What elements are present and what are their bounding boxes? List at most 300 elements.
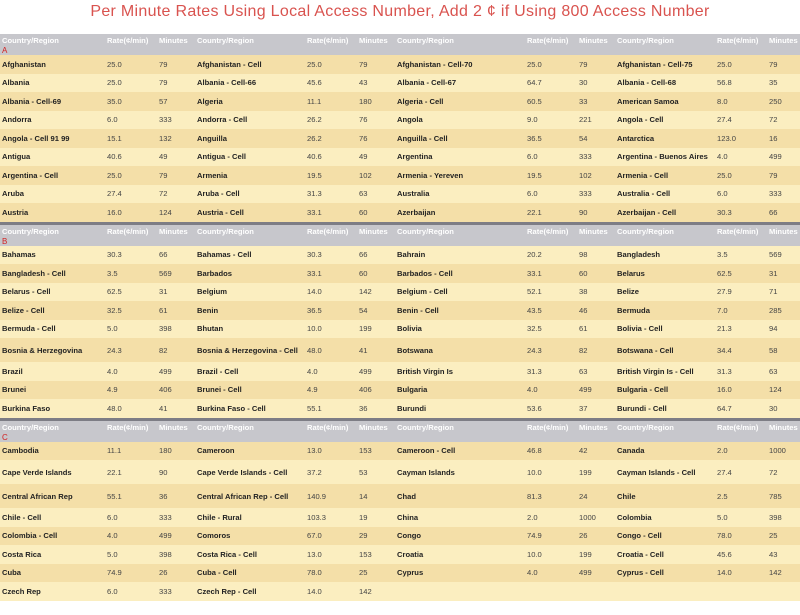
country-cell: Cuba <box>0 564 105 583</box>
country-cell: Bahrain <box>395 246 525 265</box>
country-column-header: Country/Region <box>195 34 305 55</box>
minutes-cell: 30 <box>767 399 800 418</box>
country-cell: Bangladesh <box>615 246 715 265</box>
country-cell: Armenia - Cell <box>615 166 715 185</box>
country-column-header: Country/Region <box>195 421 305 442</box>
rate-cell: 27.4 <box>715 460 767 484</box>
rate-cell: 13.0 <box>305 442 357 461</box>
country-cell: Bolivia - Cell <box>615 320 715 339</box>
rate-cell: 33.1 <box>305 203 357 222</box>
rate-column-header: Rate(¢/min) <box>525 225 577 246</box>
rate-cell <box>525 582 577 601</box>
minutes-cell: 90 <box>157 460 195 484</box>
minutes-cell: 53 <box>357 460 395 484</box>
minutes-cell: 46 <box>577 301 615 320</box>
rates-table <box>0 34 800 601</box>
rate-cell: 24.3 <box>105 338 157 362</box>
minutes-cell: 24 <box>577 484 615 508</box>
minutes-cell: 29 <box>357 527 395 546</box>
rate-cell: 4.0 <box>105 362 157 381</box>
table-row <box>0 527 800 546</box>
country-column-header: Country/Region <box>195 225 305 246</box>
rate-cell: 140.9 <box>305 484 357 508</box>
rate-cell: 40.6 <box>305 148 357 167</box>
country-cell: Botswana - Cell <box>615 338 715 362</box>
rate-cell: 6.0 <box>525 148 577 167</box>
minutes-cell: 16 <box>767 129 800 148</box>
country-cell: Algeria - Cell <box>395 92 525 111</box>
minutes-cell: 199 <box>577 545 615 564</box>
minutes-cell: 221 <box>577 111 615 130</box>
minutes-cell: 82 <box>577 338 615 362</box>
rate-cell: 4.9 <box>305 381 357 400</box>
country-cell: Anguilla <box>195 129 305 148</box>
rate-cell: 31.3 <box>525 362 577 381</box>
rate-cell: 81.3 <box>525 484 577 508</box>
country-cell: Azerbaijan - Cell <box>615 203 715 222</box>
rate-cell: 33.1 <box>525 264 577 283</box>
minutes-column-header: Minutes <box>577 421 615 442</box>
minutes-cell: 98 <box>577 246 615 265</box>
country-cell: Azerbaijan <box>395 203 525 222</box>
rate-cell: 16.0 <box>715 381 767 400</box>
rate-cell: 25.0 <box>525 55 577 74</box>
minutes-cell: 1000 <box>577 508 615 527</box>
rate-column-header: Rate(¢/min) <box>305 225 357 246</box>
rate-column-header: Rate(¢/min) <box>305 34 357 55</box>
country-cell: Antigua <box>0 148 105 167</box>
minutes-cell: 153 <box>357 442 395 461</box>
rate-cell: 25.0 <box>715 166 767 185</box>
table-row <box>0 185 800 204</box>
minutes-cell: 71 <box>767 283 800 302</box>
minutes-cell: 63 <box>767 362 800 381</box>
country-cell: Bahamas <box>0 246 105 265</box>
rate-column-header: Rate(¢/min) <box>305 421 357 442</box>
minutes-cell: 499 <box>357 362 395 381</box>
rate-cell: 74.9 <box>105 564 157 583</box>
country-cell: Chile - Rural <box>195 508 305 527</box>
minutes-cell: 499 <box>577 381 615 400</box>
table-row <box>0 246 800 265</box>
minutes-cell: 79 <box>577 55 615 74</box>
rate-column-header: Rate(¢/min) <box>525 421 577 442</box>
country-cell: Cyprus - Cell <box>615 564 715 583</box>
minutes-cell: 285 <box>767 301 800 320</box>
country-column-header: Country/Region A <box>0 34 105 55</box>
minutes-cell: 54 <box>577 129 615 148</box>
minutes-cell: 26 <box>577 527 615 546</box>
minutes-cell: 26 <box>157 564 195 583</box>
rate-cell: 6.0 <box>105 508 157 527</box>
minutes-cell: 42 <box>577 442 615 461</box>
minutes-column-header: Minutes <box>157 225 195 246</box>
rate-cell: 5.0 <box>105 320 157 339</box>
rate-cell: 4.9 <box>105 381 157 400</box>
country-cell: Bolivia <box>395 320 525 339</box>
rate-cell: 6.0 <box>715 185 767 204</box>
country-cell: China <box>395 508 525 527</box>
minutes-cell: 58 <box>767 338 800 362</box>
table-row <box>0 399 800 418</box>
rate-cell: 36.5 <box>305 301 357 320</box>
country-cell: Chile <box>615 484 715 508</box>
country-cell: Albania <box>0 74 105 93</box>
country-cell: Chad <box>395 484 525 508</box>
country-cell: Comoros <box>195 527 305 546</box>
rate-cell: 32.5 <box>105 301 157 320</box>
country-cell: Burkina Faso <box>0 399 105 418</box>
country-cell: Anguilla - Cell <box>395 129 525 148</box>
country-cell: Cyprus <box>395 564 525 583</box>
minutes-column-header: Minutes <box>357 34 395 55</box>
country-cell: Brazil <box>0 362 105 381</box>
country-cell: Congo - Cell <box>615 527 715 546</box>
country-cell: Colombia - Cell <box>0 527 105 546</box>
country-cell: Croatia <box>395 545 525 564</box>
minutes-cell: 406 <box>357 381 395 400</box>
country-cell: Cameroon - Cell <box>395 442 525 461</box>
rate-cell: 74.9 <box>525 527 577 546</box>
minutes-column-header: Minutes <box>357 421 395 442</box>
rate-cell: 14.0 <box>305 283 357 302</box>
minutes-cell: 36 <box>157 484 195 508</box>
country-cell: Costa Rica <box>0 545 105 564</box>
rate-cell: 24.3 <box>525 338 577 362</box>
country-cell: Belarus - Cell <box>0 283 105 302</box>
rate-cell: 10.0 <box>525 545 577 564</box>
section-letter: A <box>2 46 8 55</box>
rate-cell: 25.0 <box>105 166 157 185</box>
rate-cell: 6.0 <box>525 185 577 204</box>
minutes-cell: 35 <box>767 74 800 93</box>
minutes-cell: 60 <box>357 264 395 283</box>
country-cell: Argentina <box>395 148 525 167</box>
rate-cell: 2.0 <box>525 508 577 527</box>
rate-cell: 19.5 <box>525 166 577 185</box>
country-column-header: Country/Region <box>615 34 715 55</box>
minutes-cell: 43 <box>357 74 395 93</box>
rate-cell: 6.0 <box>105 111 157 130</box>
country-cell: Burundi - Cell <box>615 399 715 418</box>
rate-cell: 123.0 <box>715 129 767 148</box>
country-cell: Belize <box>615 283 715 302</box>
country-column-header: Country/Region <box>395 34 525 55</box>
minutes-cell: 76 <box>357 129 395 148</box>
page-title: Per Minute Rates Using Local Access Number, Add 2 ¢ if Using 800 Access Number <box>90 3 710 20</box>
country-cell: Belarus <box>615 264 715 283</box>
rate-cell: 43.5 <box>525 301 577 320</box>
minutes-cell: 72 <box>767 460 800 484</box>
country-cell: Benin <box>195 301 305 320</box>
table-row <box>0 283 800 302</box>
country-cell: Central African Rep - Cell <box>195 484 305 508</box>
minutes-cell: 57 <box>157 92 195 111</box>
rate-cell: 8.0 <box>715 92 767 111</box>
country-cell: Cape Verde Islands <box>0 460 105 484</box>
minutes-cell: 38 <box>577 283 615 302</box>
country-cell: Belgium <box>195 283 305 302</box>
table-row <box>0 148 800 167</box>
table-row <box>0 338 800 362</box>
rate-cell: 37.2 <box>305 460 357 484</box>
rate-cell: 25.0 <box>305 55 357 74</box>
section-header <box>0 34 800 55</box>
rate-cell: 34.4 <box>715 338 767 362</box>
country-cell: Cambodia <box>0 442 105 461</box>
minutes-cell: 785 <box>767 484 800 508</box>
rate-cell: 25.0 <box>105 55 157 74</box>
minutes-cell: 333 <box>577 148 615 167</box>
rate-cell: 53.6 <box>525 399 577 418</box>
table-row <box>0 264 800 283</box>
minutes-cell: 132 <box>157 129 195 148</box>
rate-cell: 5.0 <box>715 508 767 527</box>
minutes-cell: 79 <box>767 166 800 185</box>
country-cell: Congo <box>395 527 525 546</box>
country-cell: Armenia <box>195 166 305 185</box>
country-cell: Cape Verde Islands - Cell <box>195 460 305 484</box>
rate-cell: 27.4 <box>715 111 767 130</box>
minutes-cell: 333 <box>157 111 195 130</box>
country-cell: British Virgin Is <box>395 362 525 381</box>
minutes-cell: 102 <box>577 166 615 185</box>
rate-column-header: Rate(¢/min) <box>715 34 767 55</box>
minutes-cell: 499 <box>577 564 615 583</box>
country-cell: Austria - Cell <box>195 203 305 222</box>
minutes-cell: 72 <box>767 111 800 130</box>
rate-cell: 27.9 <box>715 283 767 302</box>
country-cell: Belize - Cell <box>0 301 105 320</box>
minutes-cell: 79 <box>157 74 195 93</box>
minutes-cell: 333 <box>157 508 195 527</box>
rate-column-header: Rate(¢/min) <box>715 225 767 246</box>
minutes-cell: 79 <box>357 55 395 74</box>
country-cell: Angola - Cell 91 99 <box>0 129 105 148</box>
rate-cell: 32.5 <box>525 320 577 339</box>
country-cell: Barbados - Cell <box>395 264 525 283</box>
rate-cell: 78.0 <box>715 527 767 546</box>
rate-cell: 2.5 <box>715 484 767 508</box>
country-cell: Andorra <box>0 111 105 130</box>
country-cell: Australia - Cell <box>615 185 715 204</box>
table-row <box>0 460 800 484</box>
rate-cell: 4.0 <box>525 381 577 400</box>
rate-cell: 64.7 <box>715 399 767 418</box>
minutes-cell: 63 <box>357 185 395 204</box>
country-cell: Bosnia & Herzegovina <box>0 338 105 362</box>
rate-cell: 27.4 <box>105 185 157 204</box>
minutes-cell: 30 <box>577 74 615 93</box>
minutes-cell: 199 <box>577 460 615 484</box>
minutes-cell: 61 <box>157 301 195 320</box>
table-row <box>0 92 800 111</box>
country-cell: Brunei - Cell <box>195 381 305 400</box>
rate-cell: 25.0 <box>105 74 157 93</box>
minutes-cell: 49 <box>357 148 395 167</box>
minutes-cell <box>767 582 800 601</box>
country-cell: Croatia - Cell <box>615 545 715 564</box>
country-cell: British Virgin Is - Cell <box>615 362 715 381</box>
rate-cell: 15.1 <box>105 129 157 148</box>
minutes-cell: 66 <box>157 246 195 265</box>
country-cell: Benin - Cell <box>395 301 525 320</box>
minutes-cell: 398 <box>157 545 195 564</box>
country-cell: Colombia <box>615 508 715 527</box>
rate-cell: 30.3 <box>305 246 357 265</box>
rate-cell: 4.0 <box>305 362 357 381</box>
rate-cell: 3.5 <box>105 264 157 283</box>
minutes-cell: 60 <box>357 203 395 222</box>
country-cell: Albania - Cell-66 <box>195 74 305 93</box>
country-cell: Angola - Cell <box>615 111 715 130</box>
rate-cell: 6.0 <box>105 582 157 601</box>
country-cell: Bahamas - Cell <box>195 246 305 265</box>
country-cell: Algeria <box>195 92 305 111</box>
minutes-cell: 36 <box>357 399 395 418</box>
country-column-header: Country/Region <box>395 225 525 246</box>
rate-cell: 2.0 <box>715 442 767 461</box>
country-cell: Canada <box>615 442 715 461</box>
minutes-cell: 41 <box>357 338 395 362</box>
country-cell: Cuba - Cell <box>195 564 305 583</box>
rate-cell: 26.2 <box>305 129 357 148</box>
country-cell: Afghanistan - Cell-75 <box>615 55 715 74</box>
country-cell: Bangladesh - Cell <box>0 264 105 283</box>
minutes-cell: 569 <box>157 264 195 283</box>
minutes-cell: 180 <box>357 92 395 111</box>
country-cell: Burundi <box>395 399 525 418</box>
country-cell: Barbados <box>195 264 305 283</box>
section-letter: B <box>2 236 8 246</box>
minutes-cell: 19 <box>357 508 395 527</box>
minutes-column-header: Minutes <box>157 421 195 442</box>
table-row <box>0 582 800 601</box>
minutes-cell: 79 <box>767 55 800 74</box>
rate-cell: 30.3 <box>715 203 767 222</box>
country-cell: Australia <box>395 185 525 204</box>
minutes-cell: 569 <box>767 246 800 265</box>
minutes-cell: 398 <box>157 320 195 339</box>
table-row <box>0 442 800 461</box>
rate-cell: 46.8 <box>525 442 577 461</box>
rate-cell: 52.1 <box>525 283 577 302</box>
rate-cell: 19.5 <box>305 166 357 185</box>
table-row <box>0 320 800 339</box>
minutes-cell: 76 <box>357 111 395 130</box>
country-column-header: Country/Region <box>615 421 715 442</box>
table-row <box>0 362 800 381</box>
country-cell: Brazil - Cell <box>195 362 305 381</box>
country-cell: Cayman Islands - Cell <box>615 460 715 484</box>
rate-cell: 4.0 <box>105 527 157 546</box>
minutes-cell: 82 <box>157 338 195 362</box>
country-cell: Aruba - Cell <box>195 185 305 204</box>
rate-cell: 55.1 <box>105 484 157 508</box>
country-cell: Afghanistan - Cell-70 <box>395 55 525 74</box>
country-cell: Aruba <box>0 185 105 204</box>
minutes-cell: 153 <box>357 545 395 564</box>
rate-cell: 45.6 <box>305 74 357 93</box>
rate-cell: 60.5 <box>525 92 577 111</box>
rate-cell: 16.0 <box>105 203 157 222</box>
minutes-cell: 406 <box>157 381 195 400</box>
minutes-cell: 61 <box>577 320 615 339</box>
minutes-cell: 499 <box>157 527 195 546</box>
rate-cell: 4.0 <box>715 148 767 167</box>
country-cell: Cameroon <box>195 442 305 461</box>
country-cell: Bermuda - Cell <box>0 320 105 339</box>
minutes-cell: 499 <box>767 148 800 167</box>
country-cell: Albania - Cell-69 <box>0 92 105 111</box>
country-cell: Albania - Cell-68 <box>615 74 715 93</box>
section-header <box>0 225 800 246</box>
rate-cell: 62.5 <box>715 264 767 283</box>
rate-cell: 25.0 <box>715 55 767 74</box>
country-cell <box>615 582 715 601</box>
rate-cell: 10.0 <box>305 320 357 339</box>
minutes-cell: 398 <box>767 508 800 527</box>
country-column-header: Country/Region <box>615 225 715 246</box>
minutes-cell: 102 <box>357 166 395 185</box>
minutes-column-header: Minutes <box>767 34 800 55</box>
rate-cell: 31.3 <box>305 185 357 204</box>
country-cell: Afghanistan - Cell <box>195 55 305 74</box>
country-cell: Argentina - Cell <box>0 166 105 185</box>
minutes-column-header: Minutes <box>767 225 800 246</box>
table-row <box>0 508 800 527</box>
minutes-cell: 63 <box>577 362 615 381</box>
country-cell: Albania - Cell-67 <box>395 74 525 93</box>
rate-cell: 103.3 <box>305 508 357 527</box>
minutes-cell <box>577 582 615 601</box>
country-cell: Botswana <box>395 338 525 362</box>
rate-cell: 9.0 <box>525 111 577 130</box>
country-cell <box>395 582 525 601</box>
country-cell: Czech Rep - Cell <box>195 582 305 601</box>
minutes-cell: 54 <box>357 301 395 320</box>
minutes-column-header: Minutes <box>577 225 615 246</box>
minutes-cell: 66 <box>357 246 395 265</box>
minutes-cell: 199 <box>357 320 395 339</box>
country-cell: Belgium - Cell <box>395 283 525 302</box>
country-cell: Bhutan <box>195 320 305 339</box>
minutes-cell: 41 <box>157 399 195 418</box>
table-row <box>0 129 800 148</box>
table-row <box>0 484 800 508</box>
minutes-cell: 33 <box>577 92 615 111</box>
rate-cell: 33.1 <box>305 264 357 283</box>
country-cell: Costa Rica - Cell <box>195 545 305 564</box>
minutes-column-header: Minutes <box>157 34 195 55</box>
minutes-cell: 79 <box>157 55 195 74</box>
rate-cell: 3.5 <box>715 246 767 265</box>
rate-cell: 26.2 <box>305 111 357 130</box>
minutes-cell: 124 <box>767 381 800 400</box>
minutes-cell: 37 <box>577 399 615 418</box>
minutes-cell: 90 <box>577 203 615 222</box>
country-cell: Angola <box>395 111 525 130</box>
country-cell: Czech Rep <box>0 582 105 601</box>
rate-cell: 35.0 <box>105 92 157 111</box>
table-row <box>0 564 800 583</box>
minutes-cell: 94 <box>767 320 800 339</box>
rate-cell: 5.0 <box>105 545 157 564</box>
minutes-cell: 142 <box>357 283 395 302</box>
rate-cell: 11.1 <box>105 442 157 461</box>
minutes-cell: 124 <box>157 203 195 222</box>
country-cell: Antarctica <box>615 129 715 148</box>
